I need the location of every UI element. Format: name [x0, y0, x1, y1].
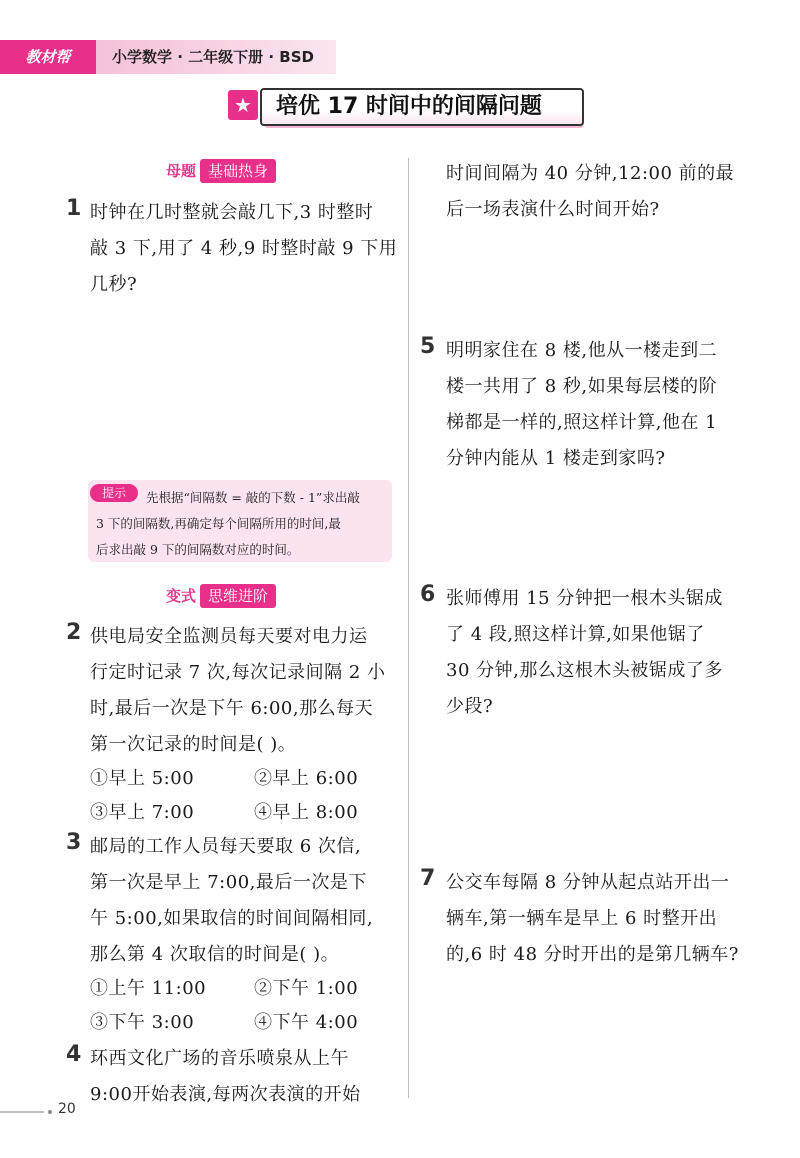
question-line: 张师傅用 15 分钟把一根木头锯成	[446, 588, 723, 609]
hint-line: 先根据“间隔数 = 敲的下数 - 1”求出敲	[146, 490, 360, 505]
hint-tag: 提示	[90, 484, 138, 502]
question-line: 辆车,第一辆车是早上 6 时整开出	[446, 908, 718, 929]
option: ③下午 3:00	[90, 1012, 195, 1033]
question-line: 行定时记录 7 次,每次记录间隔 2 小	[90, 662, 386, 683]
question-line: 的,6 时 48 分时开出的是第几辆车?	[446, 944, 739, 965]
option: ④下午 4:00	[254, 1012, 359, 1033]
question-line: 时钟在几时整就会敲几下,3 时整时	[90, 202, 374, 223]
section-variant	[166, 584, 276, 608]
question-line: 少段?	[446, 696, 494, 717]
question-line: 第一次记录的时间是( )。	[90, 734, 297, 755]
section-key: 母题	[166, 162, 197, 180]
star-icon: ★	[228, 90, 258, 120]
brand-label: 教材帮	[0, 40, 96, 74]
page-number: 20	[58, 1101, 76, 1117]
question-line: 午 5:00,如果取信的时间间隔相同,	[90, 908, 374, 929]
section-value: 基础热身	[200, 159, 276, 183]
option: ①上午 11:00	[90, 978, 207, 999]
option: ②早上 6:00	[254, 768, 359, 789]
question-line: 敲 3 下,用了 4 秒,9 时整时敲 9 下用	[90, 238, 398, 259]
hint-line: 后求出敲 9 下的间隔数对应的时间。	[96, 542, 300, 557]
question-number: 2	[66, 620, 82, 645]
question-line: 供电局安全监测员每天要对电力运	[90, 626, 368, 647]
question-line: 30 分钟,那么这根木头被锯成了多	[446, 660, 723, 681]
question-number: 1	[66, 196, 82, 221]
question-line: 第一次是早上 7:00,最后一次是下	[90, 872, 367, 893]
question-number: 3	[66, 830, 82, 855]
option: ②下午 1:00	[254, 978, 359, 999]
option: ③早上 7:00	[90, 802, 195, 823]
footer-dot	[48, 1110, 52, 1114]
question-number: 4	[66, 1042, 82, 1067]
question-line: 环西文化广场的音乐喷泉从上午	[90, 1048, 349, 1069]
question-line: 明明家住在 8 楼,他从一楼走到二	[446, 340, 718, 361]
question-number: 7	[420, 866, 436, 891]
question-line: 楼一共用了 8 秒,如果每层楼的阶	[446, 376, 718, 397]
footer-rule	[0, 1111, 44, 1113]
question-line: 那么第 4 次取信的时间是( )。	[90, 944, 340, 965]
question-line: 梯都是一样的,照这样计算,他在 1	[446, 412, 718, 433]
lesson-title	[228, 88, 582, 128]
book-title: 小学数学 · 二年级下册 · BSD	[112, 48, 314, 66]
title-text: 培优 17 时间中的间隔问题	[276, 94, 542, 119]
question-line: 时,最后一次是下午 6:00,那么每天	[90, 698, 374, 719]
section-key: 变式	[166, 587, 197, 605]
question-line: 9:00开始表演,每两次表演的开始	[90, 1084, 361, 1105]
question-line: 公交车每隔 8 分钟从起点站开出一	[446, 872, 730, 893]
question-line: 了 4 段,照这样计算,如果他锯了	[446, 624, 705, 645]
option: ④早上 8:00	[254, 802, 359, 823]
question-number: 5	[420, 334, 436, 359]
question-line: 邮局的工作人员每天要取 6 次信,	[90, 836, 362, 857]
column-divider	[408, 158, 409, 1098]
hint-line: 3 下的间隔数,再确定每个间隔所用的时间,最	[96, 516, 341, 531]
question-line: 后一场表演什么时间开始?	[446, 199, 660, 220]
section-value: 思维进阶	[200, 584, 276, 608]
question-line: 时间间隔为 40 分钟,12:00 前的最	[446, 163, 735, 184]
question-number: 6	[420, 582, 436, 607]
section-mother	[166, 159, 276, 183]
question-line: 分钟内能从 1 楼走到家吗?	[446, 448, 666, 469]
question-line: 几秒?	[90, 274, 138, 295]
option: ①早上 5:00	[90, 768, 195, 789]
